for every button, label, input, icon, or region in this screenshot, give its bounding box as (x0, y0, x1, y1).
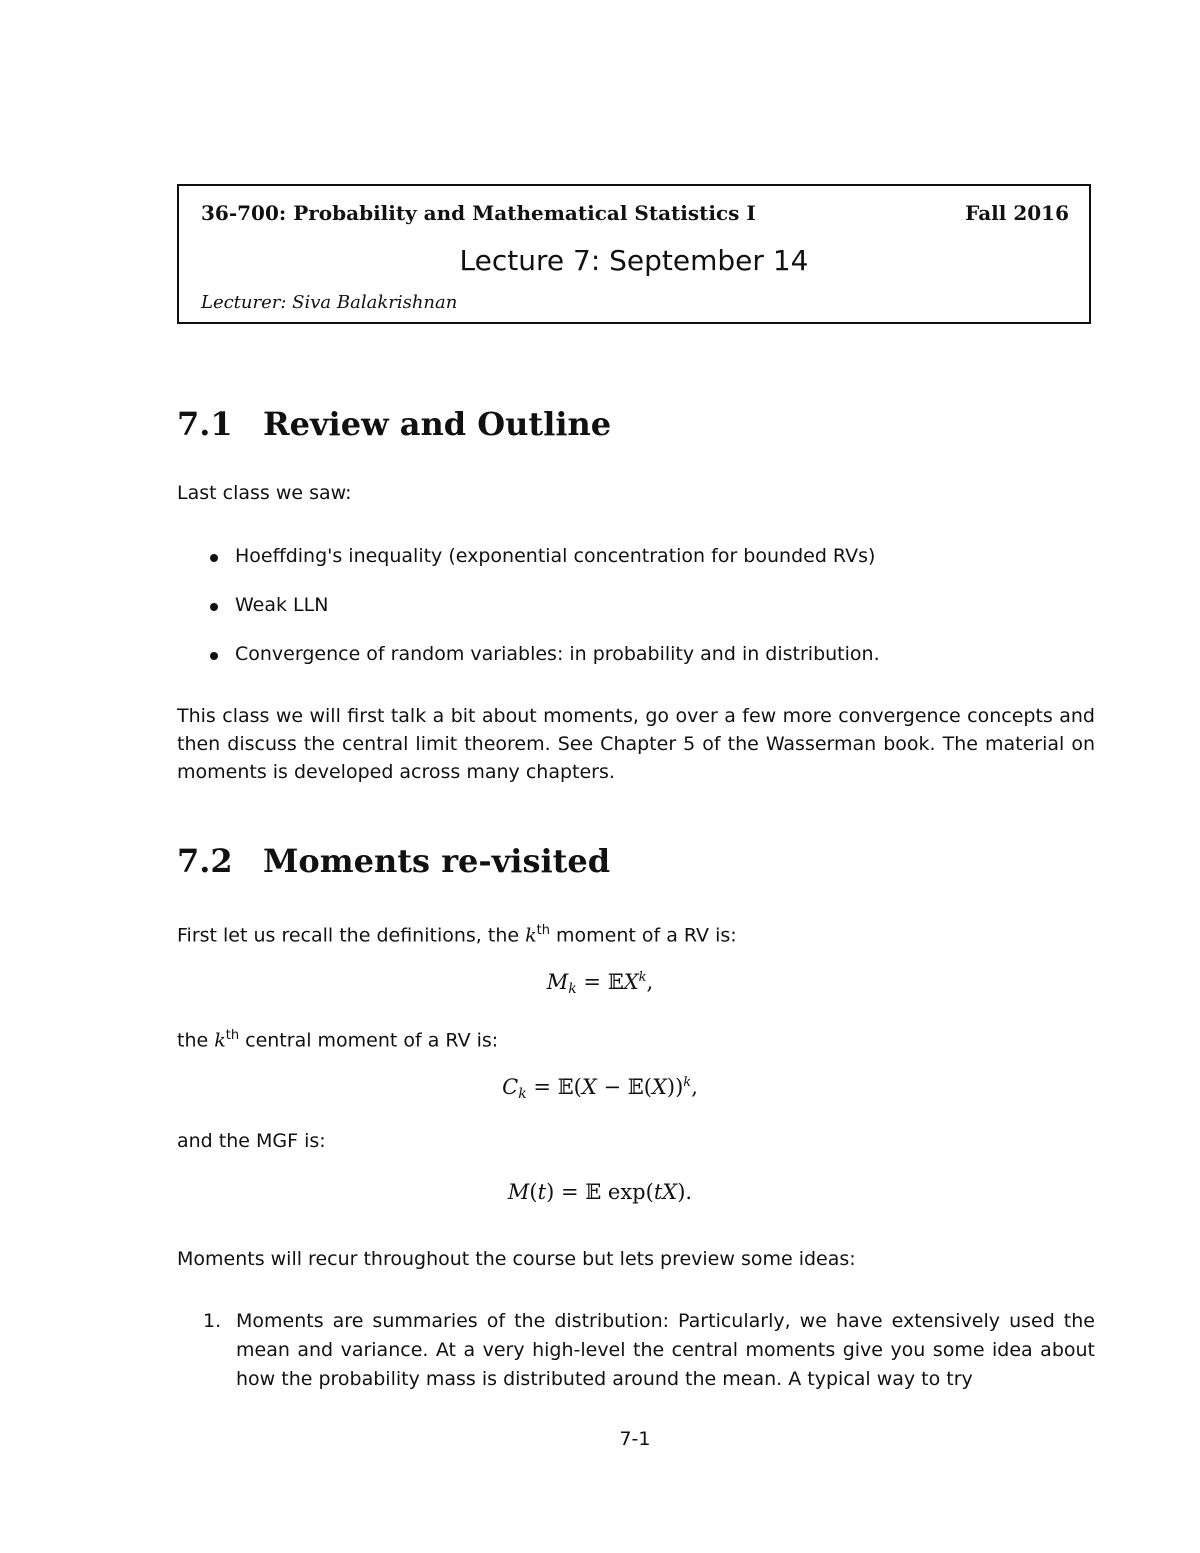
moments-preview-line: Moments will recur throughout the course but lets preview some ideas: (177, 1248, 856, 1270)
list-item: Weak LLN (205, 591, 1085, 640)
definition-line-central-moment: the $k^{th}$ central moment of a RV is: (177, 1028, 499, 1052)
item-text: Moments are summaries of the distribution: Particularly, we have extensively used the mean and variance. At a very high-level the central moments give you some idea about how the probability mass is distributed around the mean. A typical way to try (236, 1310, 1095, 1390)
section-number: 7.1 (177, 405, 233, 443)
list-item: Hoeffding's inequality (exponential concentration for bounded RVs) (205, 542, 1085, 591)
section-number: 7.2 (177, 842, 233, 880)
course-title: 36-700: Probability and Mathematical Statistics I (201, 201, 756, 225)
definition-line-kth-moment: First let us recall the definitions, the $k^{th}$ moment of a RV is: (177, 923, 737, 947)
page-number: 7-1 (619, 1428, 651, 1450)
equation-moment: $M_k$ = 𝔼X$^k$, (546, 970, 654, 997)
lecture-title: Lecture 7: September 14 (459, 244, 809, 277)
intro-text: Last class we saw: (177, 482, 352, 504)
section-title: Moments re-visited (263, 842, 611, 880)
item-number: 1. (203, 1310, 222, 1332)
section-title: Review and Outline (263, 405, 612, 443)
equation-central-moment: $C_k$ = 𝔼(X − 𝔼(X))$^k$, (502, 1075, 698, 1102)
list-item: Convergence of random variables: in probability and in distribution. (205, 640, 1085, 689)
bullet-dot-icon (210, 554, 218, 562)
list-item (203, 1307, 1095, 1394)
lecturer-name: Lecturer: Siva Balakrishnan (201, 292, 458, 313)
bullet-dot-icon (210, 603, 218, 611)
term-label: Fall 2016 (965, 201, 1069, 225)
mgf-intro-line: and the MGF is: (177, 1130, 326, 1152)
outline-paragraph: This class we will first talk a bit about moments, go over a few more convergence concepts and then discuss the central limit theorem. See Chapter 5 of the Wasserman book. The material on moments is developed across many chapters. (177, 705, 1095, 783)
equation-mgf: M(t) = 𝔼 exp(tX). (507, 1180, 693, 1204)
lecture-header-box (177, 184, 1091, 324)
section-heading-7-2 (177, 842, 610, 880)
review-bullet-list (205, 542, 1085, 689)
bullet-dot-icon (210, 652, 218, 660)
section-heading-7-1 (177, 405, 611, 443)
